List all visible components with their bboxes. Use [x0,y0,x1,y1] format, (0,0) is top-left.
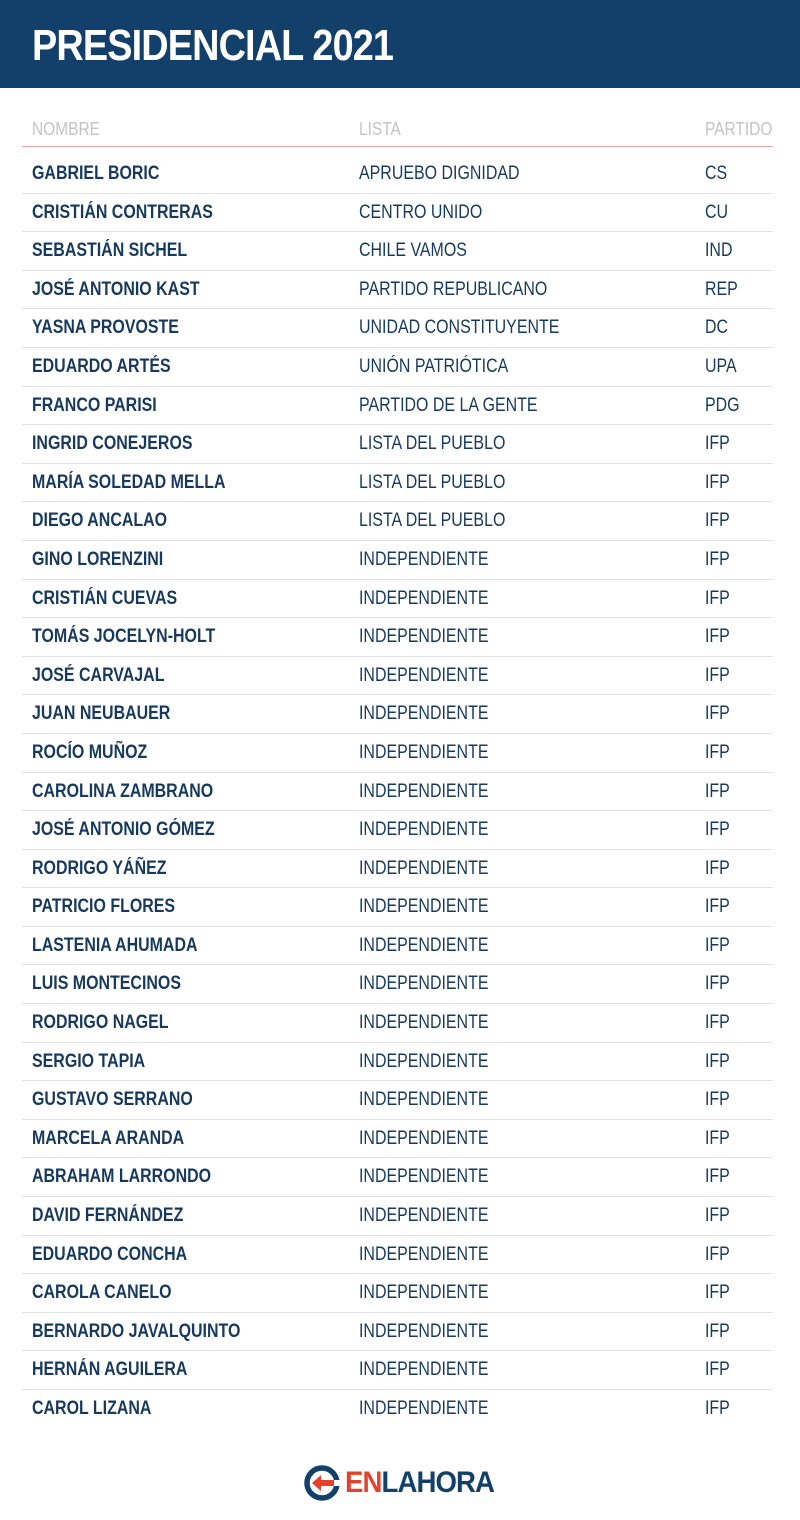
candidate-partido: DC [705,317,729,339]
candidate-lista: LISTA DEL PUEBLO [359,433,506,455]
candidate-lista: LISTA DEL PUEBLO [359,510,506,532]
candidate-partido: UPA [705,355,737,377]
table-row [22,580,773,619]
table-row [22,657,773,696]
candidate-name: EDUARDO CONCHA [32,1243,188,1265]
candidate-lista: INDEPENDIENTE [359,1282,489,1304]
table-row [22,541,773,580]
candidate-lista: INDEPENDIENTE [359,857,489,879]
table-row [22,387,773,426]
candidate-lista: INDEPENDIENTE [359,1205,489,1227]
candidate-partido: IFP [705,1282,730,1304]
candidate-name: BERNARDO JAVALQUINTO [32,1320,241,1342]
candidate-partido: IFP [705,1320,730,1342]
candidate-name: CAROL LIZANA [32,1398,152,1419]
table-row [22,155,773,194]
candidate-lista: UNIÓN PATRIÓTICA [359,355,509,377]
candidate-name: CAROLINA ZAMBRANO [32,780,214,802]
column-header-name: NOMBRE [32,119,100,139]
candidate-lista: CENTRO UNIDO [359,201,483,223]
candidate-partido: IFP [705,1398,730,1419]
candidate-lista: INDEPENDIENTE [359,780,489,802]
candidate-partido: IFP [705,471,730,493]
candidate-partido: IFP [705,780,730,802]
table-row [22,734,773,773]
candidate-partido: IFP [705,1243,730,1265]
candidate-partido: IFP [705,896,730,918]
candidate-lista: INDEPENDIENTE [359,1089,489,1111]
candidate-lista: CHILE VAMOS [359,240,467,262]
table-row [22,348,773,387]
candidate-name: GUSTAVO SERRANO [32,1089,193,1111]
candidate-partido: IFP [705,819,730,841]
candidate-partido: IFP [705,857,730,879]
candidate-name: PATRICIO FLORES [32,896,176,918]
candidate-name: ABRAHAM LARRONDO [32,1166,212,1188]
candidate-partido: IFP [705,741,730,763]
table-row [22,1313,773,1352]
column-header-partido: PARTIDO [705,119,773,139]
candidate-name: JOSÉ CARVAJAL [32,664,165,686]
candidate-partido: IFP [705,664,730,686]
candidate-partido: PDG [705,394,740,416]
table-row [22,811,773,850]
table-row [22,1043,773,1082]
candidate-partido: IFP [705,548,730,570]
table-row [22,309,773,348]
candidate-partido: IFP [705,1359,730,1381]
candidate-name: GINO LORENZINI [32,548,164,570]
candidate-lista: PARTIDO REPUBLICANO [359,278,548,300]
table-row [22,1351,773,1390]
candidate-lista: INDEPENDIENTE [359,1398,489,1419]
candidate-name: RODRIGO YÁÑEZ [32,857,167,879]
candidate-name: CRISTIÁN CUEVAS [32,587,178,609]
table-row [22,1236,773,1275]
candidate-lista: INDEPENDIENTE [359,819,489,841]
candidate-lista: PARTIDO DE LA GENTE [359,394,538,416]
table-row [22,1274,773,1313]
table-row [22,773,773,812]
candidate-lista: INDEPENDIENTE [359,1012,489,1034]
logo-wordmark [345,1463,494,1503]
candidate-partido: REP [705,278,738,300]
candidate-name: CAROLA CANELO [32,1282,172,1304]
table-row [22,271,773,310]
candidate-lista: INDEPENDIENTE [359,1050,489,1072]
candidate-name: LUIS MONTECINOS [32,973,181,995]
candidate-name: LASTENIA AHUMADA [32,934,198,956]
candidate-partido: IFP [705,1127,730,1149]
table-row [22,1120,773,1159]
candidate-partido: IFP [705,1050,730,1072]
candidate-lista: INDEPENDIENTE [359,973,489,995]
page-title: PRESIDENCIAL 2021 [32,21,394,70]
candidate-partido: CS [705,163,728,184]
candidate-lista: INDEPENDIENTE [359,1320,489,1342]
table-row [22,1081,773,1120]
candidate-name: JOSÉ ANTONIO KAST [32,278,200,300]
header-bar [0,0,800,88]
candidate-lista: INDEPENDIENTE [359,664,489,686]
candidate-partido: IFP [705,587,730,609]
candidate-name: MARÍA SOLEDAD MELLA [32,471,226,493]
candidate-name: JUAN NEUBAUER [32,703,171,725]
candidate-name: RODRIGO NAGEL [32,1012,169,1034]
candidate-name: CRISTIÁN CONTRERAS [32,201,213,223]
table-row [22,618,773,657]
candidate-name: FRANCO PARISI [32,394,157,416]
candidate-lista: INDEPENDIENTE [359,703,489,725]
candidate-partido: IFP [705,703,730,725]
enlahora-logo [303,1463,507,1503]
candidate-lista: INDEPENDIENTE [359,1359,489,1381]
candidate-partido: IFP [705,1166,730,1188]
table-row [22,850,773,889]
candidate-partido: IFP [705,1012,730,1034]
candidate-lista: INDEPENDIENTE [359,1127,489,1149]
table-row [22,194,773,233]
candidate-partido: IFP [705,433,730,455]
candidate-partido: CU [705,201,729,223]
candidate-partido: IFP [705,1205,730,1227]
candidate-name: TOMÁS JOCELYN-HOLT [32,626,216,648]
table-row [22,695,773,734]
candidate-name: HERNÁN AGUILERA [32,1359,188,1381]
candidate-name: GABRIEL BORIC [32,163,160,184]
candidate-name: ROCÍO MUÑOZ [32,741,148,763]
table-row [22,1158,773,1197]
table-row [22,464,773,503]
candidate-lista: INDEPENDIENTE [359,587,489,609]
candidate-name: SERGIO TAPIA [32,1050,146,1072]
candidate-lista: APRUEBO DIGNIDAD [359,163,520,184]
table-row [22,965,773,1004]
table-row [22,1197,773,1236]
header-divider [22,146,773,147]
candidate-name: JOSÉ ANTONIO GÓMEZ [32,819,215,841]
table-row [22,232,773,271]
candidate-name: EDUARDO ARTÉS [32,355,171,377]
table-row [22,1390,773,1429]
candidate-name: SEBASTIÁN SICHEL [32,240,188,262]
table-row [22,502,773,541]
table-row [22,888,773,927]
candidate-partido: IFP [705,626,730,648]
candidate-lista: INDEPENDIENTE [359,1243,489,1265]
candidate-lista: INDEPENDIENTE [359,626,489,648]
table-row [22,1004,773,1043]
enlahora-logo-icon [303,1464,341,1502]
candidate-partido: IFP [705,973,730,995]
candidate-partido: IFP [705,510,730,532]
candidate-name: DAVID FERNÁNDEZ [32,1205,184,1227]
logo-text-en: EN [345,1466,382,1499]
table-row [22,927,773,966]
candidate-lista: LISTA DEL PUEBLO [359,471,506,493]
candidate-lista: UNIDAD CONSTITUYENTE [359,317,560,339]
candidate-partido: IFP [705,934,730,956]
candidate-partido: IND [705,240,733,262]
candidates-table [22,155,773,1429]
candidate-lista: INDEPENDIENTE [359,1166,489,1188]
candidate-lista: INDEPENDIENTE [359,896,489,918]
candidate-name: DIEGO ANCALAO [32,510,168,532]
candidate-lista: INDEPENDIENTE [359,934,489,956]
table-row [22,425,773,464]
logo-text-lahora: LAHORA [381,1466,495,1499]
candidate-lista: INDEPENDIENTE [359,548,489,570]
candidate-partido: IFP [705,1089,730,1111]
candidate-name: INGRID CONEJEROS [32,433,193,455]
candidate-name: MARCELA ARANDA [32,1127,185,1149]
candidate-lista: INDEPENDIENTE [359,741,489,763]
column-header-lista: LISTA [359,119,401,139]
candidate-name: YASNA PROVOSTE [32,317,179,339]
